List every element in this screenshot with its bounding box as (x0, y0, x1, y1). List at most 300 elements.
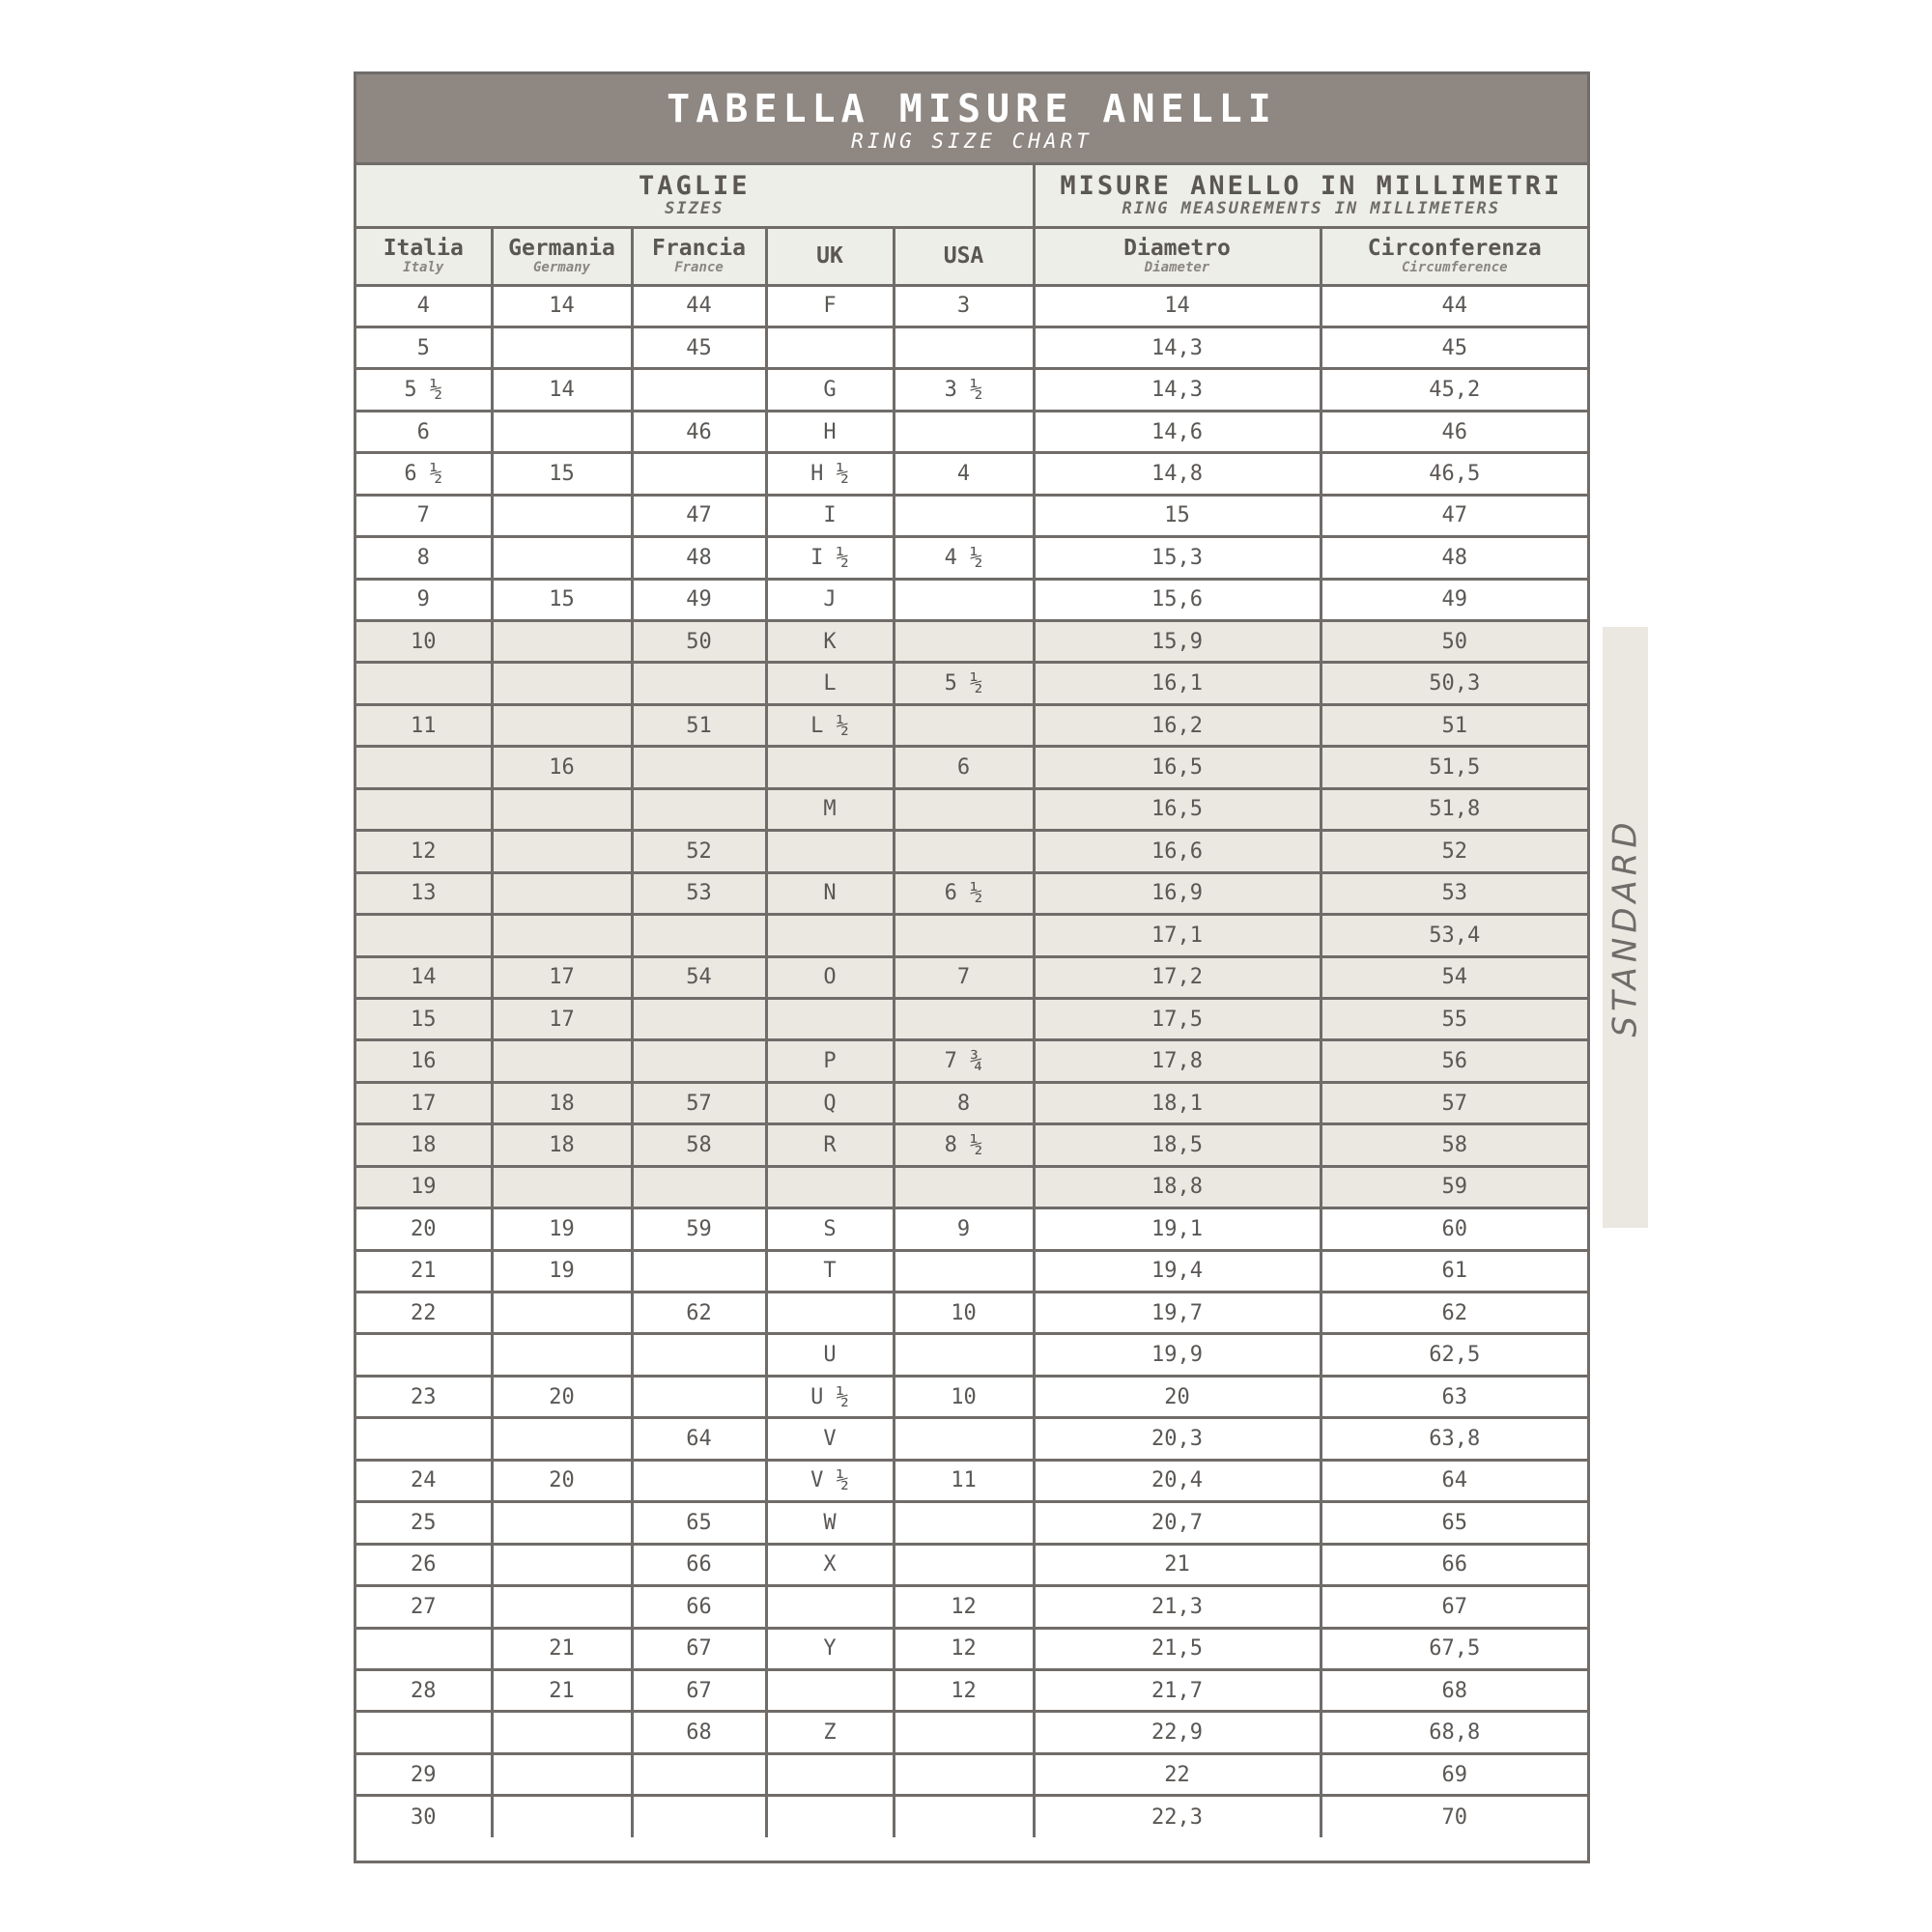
cell-usa (894, 1544, 1034, 1585)
cell-germania: 15 (492, 453, 632, 495)
cell-uk (766, 1166, 894, 1208)
table-row (356, 1712, 1587, 1753)
cell-germania: 15 (492, 579, 632, 620)
cell-francia (632, 369, 766, 411)
cell-uk: N (766, 872, 894, 914)
cell-usa: 10 (894, 1376, 1034, 1417)
cell-francia: 66 (632, 1586, 766, 1628)
cell-uk: Y (766, 1628, 894, 1669)
cell-uk: Z (766, 1712, 894, 1753)
cell-italia: 17 (356, 1082, 492, 1123)
group-sizes-subtitle: SIZES (665, 199, 724, 219)
cell-francia: 52 (632, 831, 766, 872)
table-row (356, 327, 1587, 368)
cell-circonferenza: 68,8 (1321, 1712, 1587, 1753)
cell-francia (632, 1460, 766, 1501)
col-header-diametro (1034, 227, 1321, 285)
cell-francia: 45 (632, 327, 766, 368)
col-francia-title: Francia (652, 236, 746, 261)
cell-usa (894, 1753, 1034, 1795)
cell-circonferenza: 50 (1321, 621, 1587, 663)
cell-diametro: 18,5 (1034, 1124, 1321, 1166)
cell-usa: 6 ½ (894, 872, 1034, 914)
cell-italia: 9 (356, 579, 492, 620)
cell-germania (492, 1753, 632, 1795)
cell-usa: 8 (894, 1082, 1034, 1123)
cell-francia: 58 (632, 1124, 766, 1166)
cell-italia: 14 (356, 956, 492, 998)
standard-label: STANDARD (1605, 817, 1645, 1037)
table-row (356, 1628, 1587, 1669)
cell-diametro: 14,8 (1034, 453, 1321, 495)
cell-diametro: 21,5 (1034, 1628, 1321, 1669)
cell-circonferenza: 63 (1321, 1376, 1587, 1417)
col-diametro-subtitle: Diameter (1144, 260, 1210, 275)
cell-francia (632, 663, 766, 704)
cell-diametro: 14,6 (1034, 411, 1321, 452)
cell-circonferenza: 64 (1321, 1460, 1587, 1501)
col-italia-title: Italia (383, 236, 464, 261)
cell-circonferenza: 52 (1321, 831, 1587, 872)
table-row (356, 1250, 1587, 1292)
cell-uk: S (766, 1208, 894, 1250)
cell-circonferenza: 44 (1321, 285, 1587, 327)
title-band (356, 74, 1587, 165)
cell-uk (766, 998, 894, 1039)
cell-germania (492, 915, 632, 956)
cell-italia: 29 (356, 1753, 492, 1795)
cell-usa: 7 ¾ (894, 1040, 1034, 1082)
cell-usa: 6 (894, 747, 1034, 788)
cell-diametro: 19,1 (1034, 1208, 1321, 1250)
table-row (356, 1166, 1587, 1208)
cell-circonferenza: 65 (1321, 1502, 1587, 1544)
cell-diametro: 17,2 (1034, 956, 1321, 998)
cell-francia: 64 (632, 1418, 766, 1460)
cell-italia: 19 (356, 1166, 492, 1208)
cell-diametro: 15 (1034, 495, 1321, 536)
cell-germania (492, 1502, 632, 1544)
col-header-francia (632, 227, 766, 285)
cell-uk: I (766, 495, 894, 536)
cell-italia: 23 (356, 1376, 492, 1417)
cell-uk: J (766, 579, 894, 620)
cell-diametro: 15,3 (1034, 537, 1321, 579)
cell-francia (632, 1376, 766, 1417)
cell-germania: 19 (492, 1250, 632, 1292)
col-usa-title: USA (943, 243, 984, 269)
cell-usa: 3 ½ (894, 369, 1034, 411)
cell-italia: 25 (356, 1502, 492, 1544)
cell-germania (492, 831, 632, 872)
cell-usa (894, 411, 1034, 452)
cell-italia: 26 (356, 1544, 492, 1585)
col-uk-title: UK (816, 243, 843, 269)
cell-usa (894, 1166, 1034, 1208)
cell-diametro: 19,9 (1034, 1334, 1321, 1376)
table-row (356, 831, 1587, 872)
table-row (356, 704, 1587, 746)
cell-diametro: 17,5 (1034, 998, 1321, 1039)
cell-usa (894, 998, 1034, 1039)
cell-diametro: 16,1 (1034, 663, 1321, 704)
cell-italia: 8 (356, 537, 492, 579)
cell-circonferenza: 60 (1321, 1208, 1587, 1250)
cell-germania: 21 (492, 1669, 632, 1711)
cell-circonferenza: 45 (1321, 327, 1587, 368)
cell-diametro: 14,3 (1034, 327, 1321, 368)
cell-italia: 27 (356, 1586, 492, 1628)
cell-circonferenza: 57 (1321, 1082, 1587, 1123)
cell-germania: 18 (492, 1124, 632, 1166)
cell-uk (766, 747, 894, 788)
col-italia-subtitle: Italy (403, 260, 444, 275)
cell-italia (356, 1334, 492, 1376)
cell-diametro: 21,7 (1034, 1669, 1321, 1711)
group-mm-title: MISURE ANELLO IN MILLIMETRI (1060, 171, 1563, 202)
table-row (356, 1753, 1587, 1795)
cell-uk: V ½ (766, 1460, 894, 1501)
cell-diametro: 14,3 (1034, 369, 1321, 411)
cell-usa: 8 ½ (894, 1124, 1034, 1166)
cell-francia (632, 915, 766, 956)
cell-italia: 24 (356, 1460, 492, 1501)
cell-circonferenza: 70 (1321, 1796, 1587, 1837)
cell-francia: 53 (632, 872, 766, 914)
cell-francia: 57 (632, 1082, 766, 1123)
group-header-mm (1034, 165, 1587, 227)
table-row (356, 1586, 1587, 1628)
cell-usa (894, 915, 1034, 956)
cell-germania (492, 704, 632, 746)
cell-diametro: 20,7 (1034, 1502, 1321, 1544)
col-germania-title: Germania (508, 236, 615, 261)
cell-usa: 9 (894, 1208, 1034, 1250)
cell-uk (766, 1669, 894, 1711)
cell-usa (894, 788, 1034, 830)
cell-circonferenza: 58 (1321, 1124, 1587, 1166)
cell-italia: 13 (356, 872, 492, 914)
cell-circonferenza: 62,5 (1321, 1334, 1587, 1376)
table-row (356, 1502, 1587, 1544)
cell-francia: 44 (632, 285, 766, 327)
cell-francia: 67 (632, 1628, 766, 1669)
table-body (356, 285, 1587, 1837)
table-row (356, 915, 1587, 956)
cell-uk: T (766, 1250, 894, 1292)
col-header-usa (894, 227, 1034, 285)
cell-usa (894, 1796, 1034, 1837)
cell-uk (766, 1753, 894, 1795)
cell-francia: 62 (632, 1293, 766, 1334)
table-row (356, 579, 1587, 620)
table-row (356, 1334, 1587, 1376)
chart-title: TABELLA MISURE ANELLI (667, 87, 1277, 131)
cell-italia: 4 (356, 285, 492, 327)
cell-italia: 10 (356, 621, 492, 663)
cell-francia (632, 747, 766, 788)
cell-diametro: 20,3 (1034, 1418, 1321, 1460)
cell-uk (766, 1293, 894, 1334)
cell-usa (894, 704, 1034, 746)
cell-uk: R (766, 1124, 894, 1166)
col-header-circonferenza (1321, 227, 1587, 285)
cell-circonferenza: 67 (1321, 1586, 1587, 1628)
cell-usa (894, 831, 1034, 872)
cell-francia (632, 1166, 766, 1208)
cell-germania: 14 (492, 285, 632, 327)
cell-germania: 17 (492, 956, 632, 998)
cell-circonferenza: 69 (1321, 1753, 1587, 1795)
table-row (356, 411, 1587, 452)
cell-francia: 47 (632, 495, 766, 536)
table-row (356, 495, 1587, 536)
cell-germania (492, 411, 632, 452)
cell-uk: K (766, 621, 894, 663)
cell-uk: L (766, 663, 894, 704)
cell-diametro: 16,5 (1034, 747, 1321, 788)
table-row (356, 956, 1587, 998)
table-row (356, 1293, 1587, 1334)
table-row (356, 1376, 1587, 1417)
cell-uk: O (766, 956, 894, 998)
cell-circonferenza: 48 (1321, 537, 1587, 579)
cell-uk: W (766, 1502, 894, 1544)
standard-range-tab (1603, 627, 1648, 1228)
cell-francia: 49 (632, 579, 766, 620)
cell-germania (492, 495, 632, 536)
cell-uk: U (766, 1334, 894, 1376)
group-sizes-title: TAGLIE (638, 171, 751, 202)
cell-germania: 18 (492, 1082, 632, 1123)
cell-italia: 7 (356, 495, 492, 536)
col-header-italia (356, 227, 492, 285)
cell-usa: 4 (894, 453, 1034, 495)
size-table (356, 165, 1587, 1837)
cell-uk: G (766, 369, 894, 411)
cell-diametro: 19,7 (1034, 1293, 1321, 1334)
table-row (356, 1544, 1587, 1585)
cell-italia: 6 ½ (356, 453, 492, 495)
cell-circonferenza: 46 (1321, 411, 1587, 452)
cell-diametro: 20,4 (1034, 1460, 1321, 1501)
cell-diametro: 18,1 (1034, 1082, 1321, 1123)
cell-usa: 12 (894, 1669, 1034, 1711)
cell-germania (492, 537, 632, 579)
cell-uk: L ½ (766, 704, 894, 746)
cell-circonferenza: 51 (1321, 704, 1587, 746)
cell-germania (492, 1586, 632, 1628)
table-row (356, 1040, 1587, 1082)
cell-germania: 17 (492, 998, 632, 1039)
cell-uk: F (766, 285, 894, 327)
cell-usa: 10 (894, 1293, 1034, 1334)
cell-circonferenza: 50,3 (1321, 663, 1587, 704)
cell-diametro: 16,9 (1034, 872, 1321, 914)
cell-usa (894, 495, 1034, 536)
cell-usa (894, 1502, 1034, 1544)
cell-germania (492, 663, 632, 704)
cell-italia: 6 (356, 411, 492, 452)
cell-circonferenza: 68 (1321, 1669, 1587, 1711)
cell-italia: 16 (356, 1040, 492, 1082)
cell-diametro: 16,5 (1034, 788, 1321, 830)
cell-uk: P (766, 1040, 894, 1082)
cell-diametro: 14 (1034, 285, 1321, 327)
cell-circonferenza: 51,5 (1321, 747, 1587, 788)
cell-italia (356, 1418, 492, 1460)
table-row (356, 453, 1587, 495)
cell-usa: 7 (894, 956, 1034, 998)
cell-circonferenza: 67,5 (1321, 1628, 1587, 1669)
cell-francia: 66 (632, 1544, 766, 1585)
cell-italia: 12 (356, 831, 492, 872)
group-header-sizes (356, 165, 1034, 227)
cell-germania (492, 1796, 632, 1837)
cell-circonferenza: 53 (1321, 872, 1587, 914)
table-row (356, 998, 1587, 1039)
cell-germania (492, 1293, 632, 1334)
cell-usa: 5 ½ (894, 663, 1034, 704)
cell-diametro: 16,2 (1034, 704, 1321, 746)
chart-subtitle: RING SIZE CHART (851, 129, 1093, 153)
cell-francia: 65 (632, 1502, 766, 1544)
cell-diametro: 19,4 (1034, 1250, 1321, 1292)
cell-usa: 11 (894, 1460, 1034, 1501)
cell-usa: 4 ½ (894, 537, 1034, 579)
table-row (356, 872, 1587, 914)
cell-circonferenza: 61 (1321, 1250, 1587, 1292)
cell-diametro: 21 (1034, 1544, 1321, 1585)
table-row (356, 1082, 1587, 1123)
cell-uk (766, 915, 894, 956)
cell-uk: Q (766, 1082, 894, 1123)
cell-circonferenza: 56 (1321, 1040, 1587, 1082)
cell-francia (632, 788, 766, 830)
col-circonferenza-subtitle: Circumference (1401, 260, 1508, 275)
group-mm-subtitle: RING MEASUREMENTS IN MILLIMETERS (1122, 199, 1501, 219)
cell-circonferenza: 54 (1321, 956, 1587, 998)
cell-germania (492, 1544, 632, 1585)
cell-italia (356, 747, 492, 788)
cell-uk: I ½ (766, 537, 894, 579)
cell-circonferenza: 66 (1321, 1544, 1587, 1585)
cell-germania: 20 (492, 1460, 632, 1501)
cell-germania: 21 (492, 1628, 632, 1669)
table-row (356, 285, 1587, 327)
cell-usa: 12 (894, 1586, 1034, 1628)
cell-usa (894, 327, 1034, 368)
cell-italia: 21 (356, 1250, 492, 1292)
cell-francia: 46 (632, 411, 766, 452)
cell-diametro: 22,9 (1034, 1712, 1321, 1753)
cell-germania (492, 327, 632, 368)
cell-diametro: 17,1 (1034, 915, 1321, 956)
cell-uk: V (766, 1418, 894, 1460)
cell-italia (356, 915, 492, 956)
cell-francia: 67 (632, 1669, 766, 1711)
cell-circonferenza: 47 (1321, 495, 1587, 536)
col-circonferenza-title: Circonferenza (1367, 236, 1542, 261)
table-row (356, 747, 1587, 788)
cell-diametro: 22,3 (1034, 1796, 1321, 1837)
cell-francia: 51 (632, 704, 766, 746)
cell-uk (766, 1586, 894, 1628)
cell-circonferenza: 55 (1321, 998, 1587, 1039)
cell-germania (492, 872, 632, 914)
cell-uk: X (766, 1544, 894, 1585)
cell-italia (356, 1712, 492, 1753)
cell-germania (492, 621, 632, 663)
cell-francia (632, 1796, 766, 1837)
cell-italia: 30 (356, 1796, 492, 1837)
cell-francia: 54 (632, 956, 766, 998)
cell-germania: 16 (492, 747, 632, 788)
cell-uk (766, 831, 894, 872)
cell-uk: H ½ (766, 453, 894, 495)
cell-circonferenza: 49 (1321, 579, 1587, 620)
cell-italia: 28 (356, 1669, 492, 1711)
cell-italia: 18 (356, 1124, 492, 1166)
col-francia-subtitle: France (674, 260, 724, 275)
cell-francia: 48 (632, 537, 766, 579)
cell-italia: 20 (356, 1208, 492, 1250)
cell-circonferenza: 59 (1321, 1166, 1587, 1208)
cell-germania: 14 (492, 369, 632, 411)
cell-usa (894, 621, 1034, 663)
table-row (356, 788, 1587, 830)
cell-italia: 22 (356, 1293, 492, 1334)
cell-uk: U ½ (766, 1376, 894, 1417)
cell-usa (894, 579, 1034, 620)
cell-francia (632, 1250, 766, 1292)
cell-diametro: 20 (1034, 1376, 1321, 1417)
cell-italia: 5 (356, 327, 492, 368)
cell-usa: 12 (894, 1628, 1034, 1669)
cell-usa: 3 (894, 285, 1034, 327)
cell-italia: 5 ½ (356, 369, 492, 411)
cell-diametro: 15,9 (1034, 621, 1321, 663)
cell-diametro: 15,6 (1034, 579, 1321, 620)
cell-germania (492, 1712, 632, 1753)
col-header-germania (492, 227, 632, 285)
cell-circonferenza: 62 (1321, 1293, 1587, 1334)
cell-germania (492, 1040, 632, 1082)
table-row (356, 1460, 1587, 1501)
cell-italia (356, 788, 492, 830)
cell-circonferenza: 51,8 (1321, 788, 1587, 830)
cell-uk (766, 327, 894, 368)
table-row (356, 621, 1587, 663)
cell-usa (894, 1418, 1034, 1460)
cell-diametro: 16,6 (1034, 831, 1321, 872)
cell-circonferenza: 63,8 (1321, 1418, 1587, 1460)
cell-francia (632, 998, 766, 1039)
col-diametro-title: Diametro (1123, 236, 1231, 261)
cell-diametro: 17,8 (1034, 1040, 1321, 1082)
table-row (356, 1796, 1587, 1837)
cell-circonferenza: 46,5 (1321, 453, 1587, 495)
table-row (356, 1124, 1587, 1166)
cell-germania (492, 1166, 632, 1208)
table-row (356, 1208, 1587, 1250)
cell-usa (894, 1334, 1034, 1376)
table-row (356, 369, 1587, 411)
col-header-uk (766, 227, 894, 285)
table-row (356, 1418, 1587, 1460)
cell-germania (492, 1418, 632, 1460)
cell-francia: 50 (632, 621, 766, 663)
